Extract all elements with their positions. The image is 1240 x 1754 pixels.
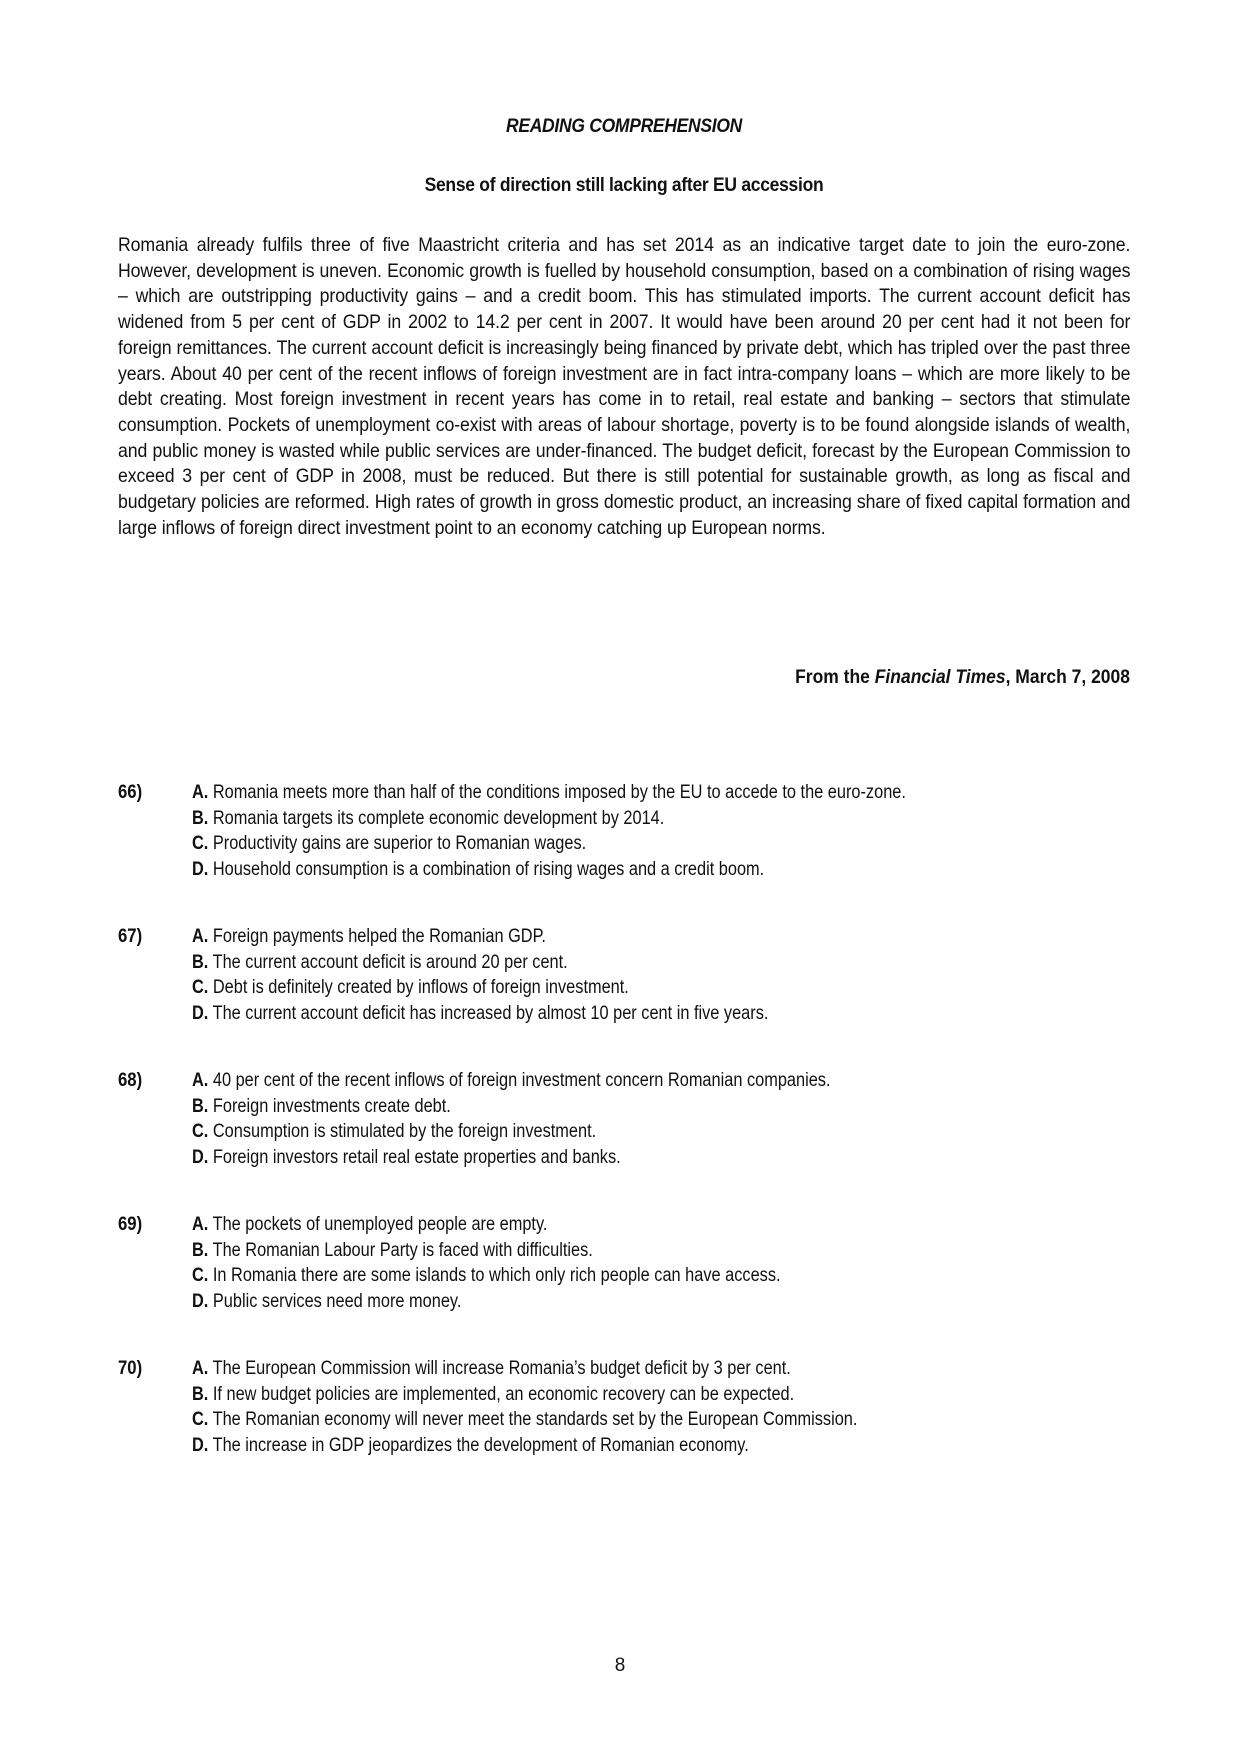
page-number: 8 (614, 1655, 626, 1676)
option-text: The Romanian Labour Party is faced with difficulties. (208, 1239, 593, 1261)
option-letter: D. (192, 1147, 209, 1169)
option-text: Foreign investments create debt. (208, 1095, 451, 1117)
option-letter: D. (192, 1435, 209, 1457)
article-source (795, 667, 1130, 689)
option-68-c[interactable] (192, 1119, 1052, 1145)
option-70-c[interactable] (192, 1407, 1052, 1433)
section-title: READING COMPREHENSION (505, 116, 743, 137)
option-letter: C. (192, 1121, 209, 1143)
source-date: , March 7, 2008 (1005, 667, 1130, 688)
option-69-b[interactable] (192, 1238, 1052, 1264)
question-67 (118, 924, 1130, 1068)
option-letter: B. (192, 1239, 209, 1261)
option-letter: A. (192, 1214, 209, 1235)
option-70-b[interactable] (192, 1382, 1052, 1408)
answer-options (192, 780, 1192, 883)
option-text: Consumption is stimulated by the foreign investment. (208, 1121, 597, 1143)
option-text: If new budget policies are implemented, an economic recovery can be expected. (208, 1383, 795, 1405)
option-letter: C. (192, 1265, 209, 1287)
answer-options (192, 924, 1192, 1027)
option-text: Debt is definitely created by inflows of foreign investment. (208, 977, 629, 999)
option-69-c[interactable] (192, 1263, 1052, 1289)
option-67-a[interactable] (192, 924, 1052, 950)
question-number: 68) (118, 1070, 143, 1091)
question-number: 70) (118, 1358, 143, 1379)
option-text: Public services need more money. (208, 1291, 462, 1313)
option-69-d[interactable] (192, 1289, 1052, 1315)
option-66-a[interactable] (192, 780, 1052, 806)
article-body: Romania already fulfils three of five Maastricht criteria and has set 2014 as an indicative target date to join the euro-zone. However, development is uneven. Economic growth is fuelled by household consumption, based on a combination of rising wages – which are outstripping productivity gains – and a credit boom. This has stimulated imports. The current account deficit has widened from 5 per cent of GDP in 2002 to 14.2 per cent in 2007. It would have been around 20 per cent had it not been for foreign remittances. The current account deficit is increasingly being financed by private debt, which has tripled over the past three years. About 40 per cent of the recent inflows of foreign investment are in fact intra-company loans – which are more likely to be debt creating. Most foreign investment in recent years has come in to retail, real estate and banking – sectors that stimulate consumption. Pockets of unemployment co-exist with areas of labour shortage, poverty is to be found alongside islands of wealth, and public money is wasted while public services are under-financed. The budget deficit, forecast by the European Commission to exceed 3 per cent of GDP in 2008, must be reduced. But there is still potential for sustainable growth, as long as fiscal and budgetary policies are reformed. High rates of growth in gross domestic product, an increasing share of fixed capital formation and large inflows of foreign direct investment point to an economy catching up European norms. (118, 235, 1131, 539)
option-letter: B. (192, 1383, 209, 1405)
option-letter: D. (192, 1291, 209, 1313)
option-text: Foreign payments helped the Romanian GDP. (208, 926, 546, 947)
option-67-c[interactable] (192, 975, 1052, 1001)
option-letter: C. (192, 1409, 209, 1431)
article-title: Sense of direction still lacking after EU accession (424, 175, 824, 196)
source-prefix: From the (795, 667, 875, 688)
option-letter: C. (192, 833, 209, 855)
option-68-b[interactable] (192, 1094, 1052, 1120)
option-text: Productivity gains are superior to Romanian wages. (208, 833, 587, 855)
option-68-a[interactable] (192, 1068, 1052, 1094)
option-letter: A. (192, 926, 209, 947)
option-text: Romania targets its complete economic development by 2014. (208, 807, 665, 829)
question-list (118, 780, 1130, 1500)
option-letter: A. (192, 782, 209, 803)
option-text: 40 per cent of the recent inflows of foreign investment concern Romanian companies. (208, 1070, 831, 1091)
option-text: The current account deficit has increased by almost 10 per cent in five years. (208, 1003, 769, 1025)
option-text: In Romania there are some islands to which only rich people can have access. (208, 1265, 781, 1287)
option-69-a[interactable] (192, 1212, 1052, 1238)
answer-options (192, 1356, 1192, 1459)
option-70-a[interactable] (192, 1356, 1052, 1382)
source-publication: Financial Times (874, 667, 1006, 688)
question-68 (118, 1068, 1130, 1212)
question-69 (118, 1212, 1130, 1356)
question-66 (118, 780, 1130, 924)
option-text: The pockets of unemployed people are empty. (208, 1214, 548, 1235)
option-text: The European Commission will increase Romania’s budget deficit by 3 per cent. (208, 1358, 791, 1379)
option-67-d[interactable] (192, 1001, 1052, 1027)
question-number: 66) (118, 782, 143, 803)
option-text: The Romanian economy will never meet the standards set by the European Commission. (208, 1409, 858, 1431)
option-letter: D. (192, 859, 209, 881)
option-68-d[interactable] (192, 1145, 1052, 1171)
option-letter: C. (192, 977, 209, 999)
option-letter: D. (192, 1003, 209, 1025)
option-text: The current account deficit is around 20 per cent. (208, 951, 568, 973)
option-letter: B. (192, 951, 209, 973)
option-text: Household consumption is a combination of rising wages and a credit boom. (208, 859, 765, 881)
question-number: 67) (118, 926, 143, 947)
answer-options (192, 1068, 1192, 1171)
option-letter: B. (192, 807, 209, 829)
option-70-d[interactable] (192, 1433, 1052, 1459)
option-66-b[interactable] (192, 806, 1052, 832)
option-text: Romania meets more than half of the conditions imposed by the EU to accede to the euro-zone. (208, 782, 906, 803)
answer-options (192, 1212, 1192, 1315)
question-70 (118, 1356, 1130, 1500)
option-letter: A. (192, 1070, 209, 1091)
option-66-d[interactable] (192, 857, 1052, 883)
option-text: The increase in GDP jeopardizes the development of Romanian economy. (208, 1435, 749, 1457)
option-66-c[interactable] (192, 831, 1052, 857)
option-letter: B. (192, 1095, 209, 1117)
option-67-b[interactable] (192, 950, 1052, 976)
option-letter: A. (192, 1358, 209, 1379)
option-text: Foreign investors retail real estate properties and banks. (208, 1147, 621, 1169)
question-number: 69) (118, 1214, 143, 1235)
